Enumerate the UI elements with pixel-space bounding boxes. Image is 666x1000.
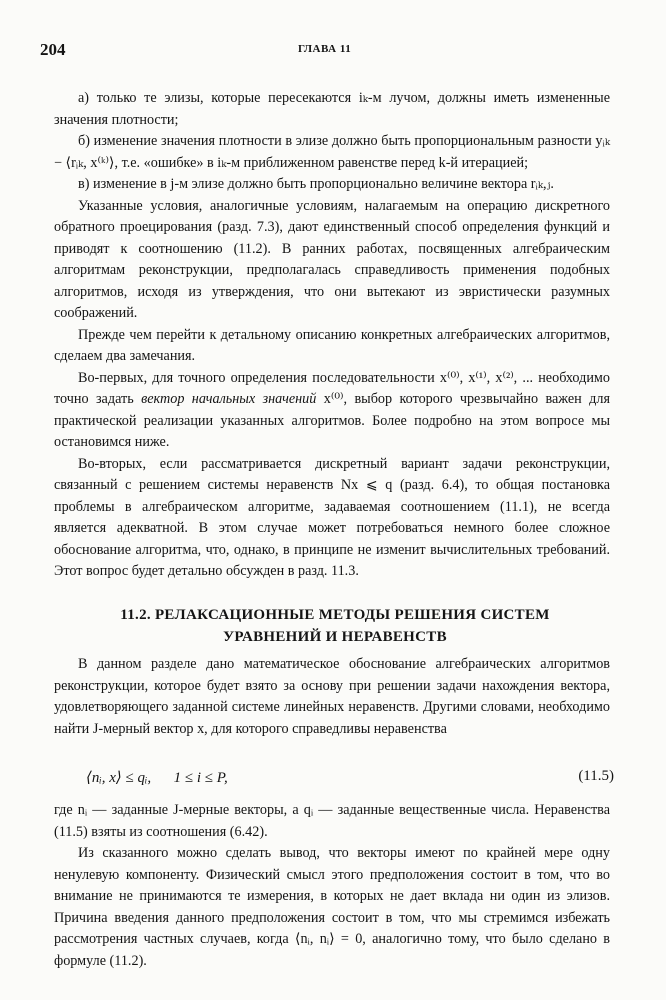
- first-remark-end: x⁽⁰⁾, выбор которого чрезвычайно важен для практической реализации указанных алгоритмов. Более подробно на этом вопросе мы остановимся ниже.: [54, 391, 610, 450]
- paragraph-conclusion: Из сказанного можно сделать вывод, что векторы имеют по крайней мере одну ненулевую компоненту. Физический смысл этого предположения состоит в том, что во внимание не принимаются те измерения, в которых не дает вклада ни один из элизов. Причина введения данного предположения состоит в том, что мы стремимся избежать рассмотрения частных случаев, когда ⟨nᵢ, nᵢ⟩ = 0, аналогично тому, что было сделано в формуле (11.2).: [54, 845, 610, 969]
- section-title-line-1: 11.2. РЕЛАКСАЦИОННЫЕ МЕТОДЫ РЕШЕНИЯ СИСТЕМ: [120, 607, 550, 623]
- paragraph-section-intro: В данном разделе дано математическое обоснование алгебраических алгоритмов реконструкции, которое будет взято за основу при решении задачи нахождения вектора, удовлетворяющего заданной системе линейных неравенств. Другими словами, необходимо найти J-мерный вектор x, для которого справедливы неравенства: [54, 656, 610, 737]
- paragraph-remarks-intro: Прежде чем перейти к детальному описанию конкретных алгебраических алгоритмов, сделаем два замечания.: [54, 326, 610, 364]
- section-title: [60, 604, 610, 648]
- condition-c: в) изменение в j-м элизе должно быть пропорционально величине вектора rᵢₖ,ⱼ.: [78, 176, 554, 192]
- paragraph-where: где nᵢ — заданные J-мерные векторы, а qᵢ — заданные вещественные числа. Неравенства (11.5) взяты из соотношения (6.42).: [54, 802, 610, 840]
- formula-11-5: [86, 768, 614, 787]
- emphasis-initial-vector: вектор начальных значений: [141, 391, 317, 407]
- paragraph-second-remark: Во-вторых, если рассматривается дискретный вариант задачи реконструкции, связанный с решением системы неравенств Nx ⩽ q (разд. 6.4), то общая постановка проблемы в алгебраическом алгоритме, задаваемая соотношением (11.1), не всегда является адекватной. В этом случае может потребоваться немного более сложное обоснование алгоритма, что, однако, в принципе не изменит вычислительных требований. Этот вопрос будет детально обсужден в разд. 11.3.: [54, 455, 610, 579]
- first-remark-start: Во-первых, для точного определения последовательности x⁽⁰⁾, x⁽¹⁾, x⁽²⁾, ... необходимо точно задать: [54, 369, 610, 407]
- formula-expression: ⟨nᵢ, x⟩ ≤ qᵢ, 1 ≤ i ≤ P,: [86, 770, 228, 786]
- text-block-top: [54, 88, 610, 583]
- running-head: ГЛАВА 11: [298, 43, 352, 55]
- equation-number: (11.5): [578, 768, 614, 784]
- text-block-section: [54, 654, 610, 740]
- page-number: 204: [40, 40, 66, 59]
- section-title-line-2: УРАВНЕНИЙ И НЕРАВЕНСТВ: [223, 629, 447, 645]
- condition-b: б) изменение значения плотности в элизе должно быть пропорциональным разности yᵢₖ − ⟨rᵢₖ, x⁽ᵏ⁾⟩, т.е. «ошибке» в iₖ-м приближенном равенстве перед k-й итерацией;: [54, 133, 610, 171]
- paragraph-first-remark: [54, 368, 610, 454]
- paragraph-conditions-summary: Указанные условия, аналогичные условиям, налагаемым на операцию дискретного обратного проецирования (разд. 7.3), дают единственный способ определения функций и приводят к соотношению (11.2). В ранних работах, посвященных алгебраическим алгоритмам реконструкции, предполагалась справедливость применения подобных алгоритмов, исходя из утверждения, что они вытекают из эвристически разумных соображений.: [54, 197, 610, 321]
- text-block-bottom: [54, 800, 610, 972]
- condition-a: а) только те элизы, которые пересекаются iₖ-м лучом, должны иметь измененные значения плотности;: [54, 90, 610, 128]
